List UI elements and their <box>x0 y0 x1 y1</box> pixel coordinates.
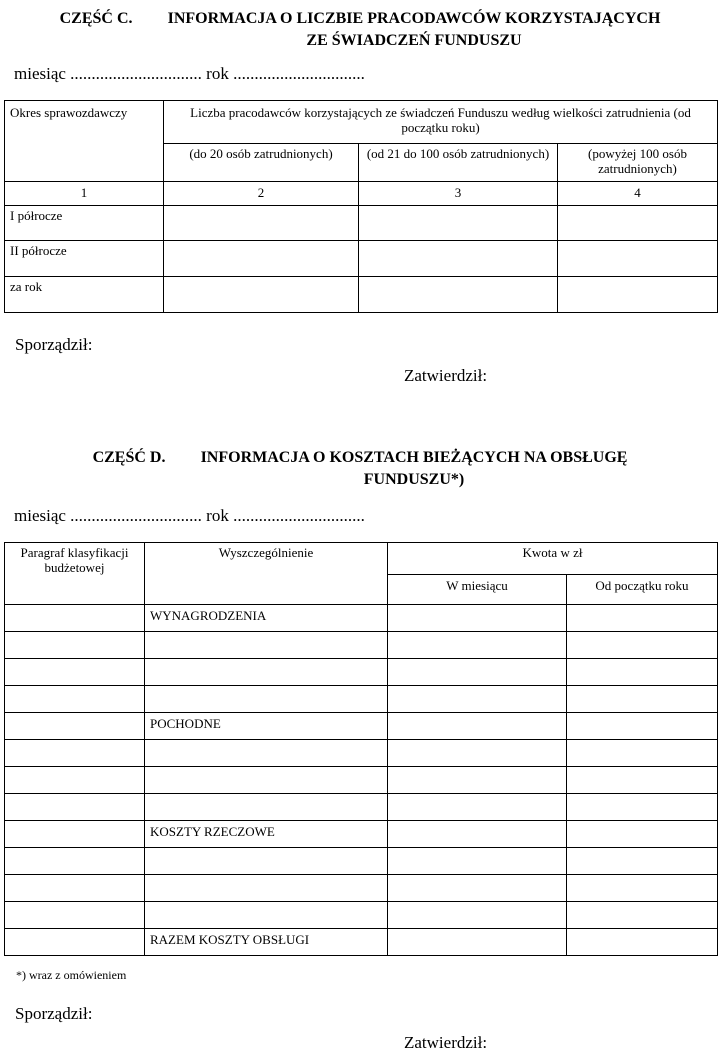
ytd-amount-cell[interactable] <box>567 740 718 767</box>
row-label: II półrocze <box>5 241 164 277</box>
description-cell <box>145 902 388 929</box>
ytd-amount-cell[interactable] <box>567 875 718 902</box>
month-amount-cell[interactable] <box>388 659 567 686</box>
header-period: Okres sprawozdawczy <box>5 101 164 182</box>
paragraph-cell[interactable] <box>5 740 145 767</box>
cost-row <box>5 659 718 686</box>
section-d-table <box>4 542 718 956</box>
paragraph-cell[interactable] <box>5 659 145 686</box>
paragraph-cell[interactable] <box>5 632 145 659</box>
header-size-medium: (od 21 do 100 osób zatrudnionych) <box>359 144 558 182</box>
ytd-amount-cell[interactable] <box>567 713 718 740</box>
section-c-period: miesiąc ............................... rok ............................... <box>14 64 365 83</box>
description-cell <box>145 794 388 821</box>
description-cell <box>145 848 388 875</box>
ytd-amount-cell[interactable] <box>567 848 718 875</box>
section-c-prepared-by: Sporządził: <box>15 335 93 354</box>
header-size-small: (do 20 osób zatrudnionych) <box>164 144 359 182</box>
input-cell[interactable] <box>359 241 558 277</box>
description-cell <box>145 740 388 767</box>
ytd-amount-cell[interactable] <box>567 686 718 713</box>
month-amount-cell[interactable] <box>388 740 567 767</box>
month-amount-cell[interactable] <box>388 713 567 740</box>
description-cell: KOSZTY RZECZOWE <box>145 821 388 848</box>
section-d-title <box>20 447 700 491</box>
input-cell[interactable] <box>558 241 718 277</box>
description-cell <box>145 686 388 713</box>
month-amount-cell[interactable] <box>388 929 567 956</box>
month-amount-cell[interactable] <box>388 632 567 659</box>
cost-row <box>5 632 718 659</box>
section-d-period: miesiąc ............................... rok ............................... <box>14 506 365 525</box>
cost-row <box>5 929 718 956</box>
ytd-amount-cell[interactable] <box>567 659 718 686</box>
col-number: 2 <box>164 182 359 206</box>
cost-row <box>5 848 718 875</box>
paragraph-cell[interactable] <box>5 713 145 740</box>
header-ytd: Od początku roku <box>567 575 718 605</box>
month-amount-cell[interactable] <box>388 686 567 713</box>
description-cell <box>145 632 388 659</box>
section-c-title <box>20 8 700 52</box>
cost-row <box>5 875 718 902</box>
header-amount: Kwota w zł <box>388 543 718 575</box>
input-cell[interactable] <box>164 277 359 313</box>
col-number: 3 <box>359 182 558 206</box>
input-cell[interactable] <box>164 241 359 277</box>
description-cell <box>145 875 388 902</box>
description-cell: WYNAGRODZENIA <box>145 605 388 632</box>
row-label: I półrocze <box>5 206 164 241</box>
section-d-prepared-by: Sporządził: <box>15 1004 93 1023</box>
section-d-title-line2: FUNDUSZU*) <box>363 471 465 488</box>
header-size-large: (powyżej 100 osób zatrudnionych) <box>558 144 718 182</box>
input-cell[interactable] <box>359 277 558 313</box>
col-number: 1 <box>5 182 164 206</box>
cost-row <box>5 794 718 821</box>
input-cell[interactable] <box>359 206 558 241</box>
input-cell[interactable] <box>164 206 359 241</box>
cost-row <box>5 605 718 632</box>
description-cell <box>145 659 388 686</box>
description-cell: POCHODNE <box>145 713 388 740</box>
month-amount-cell[interactable] <box>388 605 567 632</box>
header-description: Wyszczególnienie <box>145 543 388 605</box>
cost-row <box>5 902 718 929</box>
header-month: W miesiącu <box>388 575 567 605</box>
ytd-amount-cell[interactable] <box>567 767 718 794</box>
cost-row <box>5 740 718 767</box>
header-employers-count: Liczba pracodawców korzystających ze świadczeń Funduszu według wielkości zatrudnienia (od początku roku) <box>164 101 718 144</box>
header-paragraph: Paragraf klasyfikacji budżetowej <box>5 543 145 605</box>
description-cell <box>145 767 388 794</box>
ytd-amount-cell[interactable] <box>567 794 718 821</box>
paragraph-cell[interactable] <box>5 875 145 902</box>
description-cell: RAZEM KOSZTY OBSŁUGI <box>145 929 388 956</box>
paragraph-cell[interactable] <box>5 686 145 713</box>
cost-row <box>5 713 718 740</box>
month-amount-cell[interactable] <box>388 848 567 875</box>
paragraph-cell[interactable] <box>5 929 145 956</box>
paragraph-cell[interactable] <box>5 821 145 848</box>
section-d-title-line1: INFORMACJA O KOSZTACH BIEŻĄCYCH NA OBSŁUGĘ <box>200 449 628 466</box>
month-amount-cell[interactable] <box>388 902 567 929</box>
paragraph-cell[interactable] <box>5 794 145 821</box>
ytd-amount-cell[interactable] <box>567 821 718 848</box>
month-amount-cell[interactable] <box>388 821 567 848</box>
ytd-amount-cell[interactable] <box>567 632 718 659</box>
month-amount-cell[interactable] <box>388 767 567 794</box>
row-label: za rok <box>5 277 164 313</box>
ytd-amount-cell[interactable] <box>567 929 718 956</box>
paragraph-cell[interactable] <box>5 902 145 929</box>
paragraph-cell[interactable] <box>5 848 145 875</box>
section-d-approved-by: Zatwierdził: <box>404 1033 488 1052</box>
col-number: 4 <box>558 182 718 206</box>
section-c-title-line2: ZE ŚWIADCZEŃ FUNDUSZU <box>306 32 522 49</box>
footnote: *) wraz z omówieniem <box>16 968 127 982</box>
section-c-title-line1: INFORMACJA O LICZBIE PRACODAWCÓW KORZYSTAJĄCYCH <box>167 10 661 27</box>
cost-row <box>5 686 718 713</box>
month-amount-cell[interactable] <box>388 794 567 821</box>
month-amount-cell[interactable] <box>388 875 567 902</box>
cost-row <box>5 821 718 848</box>
input-cell[interactable] <box>558 277 718 313</box>
paragraph-cell[interactable] <box>5 767 145 794</box>
ytd-amount-cell[interactable] <box>567 605 718 632</box>
ytd-amount-cell[interactable] <box>567 902 718 929</box>
input-cell[interactable] <box>558 206 718 241</box>
cost-row <box>5 767 718 794</box>
section-c-approved-by: Zatwierdził: <box>404 366 488 385</box>
section-c-table <box>4 100 718 313</box>
paragraph-cell[interactable] <box>5 605 145 632</box>
section-d-prefix: CZĘŚĆ D. <box>92 449 166 466</box>
section-c-prefix: CZĘŚĆ C. <box>59 10 133 27</box>
